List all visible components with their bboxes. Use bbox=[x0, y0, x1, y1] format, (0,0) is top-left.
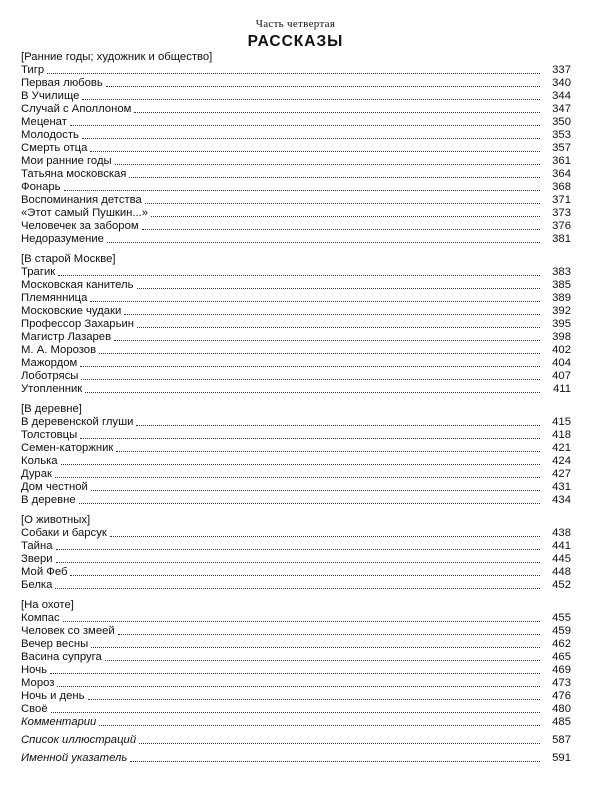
toc-entry-title: Трагик bbox=[21, 266, 56, 278]
toc-entry[interactable] bbox=[21, 77, 571, 90]
toc-entry[interactable] bbox=[21, 279, 571, 292]
toc-entry-page: 465 bbox=[552, 651, 571, 663]
toc-entry-page: 389 bbox=[552, 292, 571, 304]
toc-entry-title: Вечер весны bbox=[21, 638, 89, 650]
toc-entry-page: 353 bbox=[552, 129, 571, 141]
dot-leader bbox=[110, 533, 540, 537]
dot-leader bbox=[57, 683, 540, 687]
toc-entry-title: Мороз bbox=[21, 677, 55, 689]
dot-leader bbox=[137, 285, 540, 289]
toc-entry-page: 395 bbox=[552, 318, 571, 330]
dot-leader bbox=[55, 585, 540, 589]
toc-entry[interactable] bbox=[21, 566, 571, 579]
toc-entry-title: Комментарии bbox=[21, 716, 97, 728]
toc-entry-page: 404 bbox=[552, 357, 571, 369]
toc-entry-title: Именной указатель bbox=[21, 752, 128, 764]
toc-entry-page: 445 bbox=[552, 553, 571, 565]
dot-leader bbox=[55, 474, 540, 478]
toc-entry-title: Колька bbox=[21, 455, 58, 467]
dot-leader bbox=[88, 696, 540, 700]
toc-entry[interactable] bbox=[21, 90, 571, 103]
toc-entry-title: Профессор Захарьин bbox=[21, 318, 135, 330]
toc-entry-title: В деревне bbox=[21, 494, 76, 506]
dot-leader bbox=[63, 618, 540, 622]
toc-entry[interactable] bbox=[21, 429, 571, 442]
dot-leader bbox=[151, 213, 540, 217]
toc-entry[interactable] bbox=[21, 233, 571, 246]
dot-leader bbox=[91, 487, 540, 491]
toc-entry-page: 402 bbox=[552, 344, 571, 356]
toc-entry-page: 357 bbox=[552, 142, 571, 154]
toc-entry-title: Фонарь bbox=[21, 181, 61, 193]
toc-entry-title: Компас bbox=[21, 612, 60, 624]
toc-entry-title: Список иллюстраций bbox=[21, 734, 137, 746]
toc-entry[interactable] bbox=[21, 220, 571, 233]
toc-entry[interactable] bbox=[21, 677, 571, 690]
toc-entry-title: Тайна bbox=[21, 540, 53, 552]
toc-entry-page: 434 bbox=[552, 494, 571, 506]
dot-leader bbox=[130, 758, 540, 762]
dot-leader bbox=[136, 422, 540, 426]
group-spacer bbox=[21, 246, 571, 253]
toc-entry-title: Ночь bbox=[21, 664, 47, 676]
toc-entry[interactable] bbox=[21, 625, 571, 638]
toc-entry-title: Воспоминания детства bbox=[21, 194, 142, 206]
toc-entry[interactable] bbox=[21, 64, 571, 77]
toc-entry[interactable] bbox=[21, 357, 571, 370]
dot-leader bbox=[124, 311, 540, 315]
dot-leader bbox=[99, 350, 540, 354]
dot-leader bbox=[51, 709, 540, 713]
toc-entry-title: Толстовцы bbox=[21, 429, 78, 441]
toc-entry-page: 350 bbox=[552, 116, 571, 128]
dot-leader bbox=[106, 83, 540, 87]
toc-entry-title: Недоразумение bbox=[21, 233, 104, 245]
dot-leader bbox=[56, 559, 540, 563]
toc-entry-page: 476 bbox=[552, 690, 571, 702]
toc-backmatter-entry[interactable] bbox=[21, 716, 571, 729]
toc-entry[interactable] bbox=[21, 540, 571, 553]
toc-entry[interactable] bbox=[21, 305, 571, 318]
dot-leader bbox=[139, 740, 540, 744]
toc-entry[interactable] bbox=[21, 703, 571, 716]
toc-entry[interactable] bbox=[21, 116, 571, 129]
toc-entry[interactable] bbox=[21, 416, 571, 429]
toc-entry-page: 448 bbox=[552, 566, 571, 578]
dot-leader bbox=[115, 161, 540, 165]
toc-entry-page: 455 bbox=[552, 612, 571, 624]
toc-entry-page: 347 bbox=[552, 103, 571, 115]
toc-entry[interactable] bbox=[21, 442, 571, 455]
toc-entry-title: Смерть отца bbox=[21, 142, 88, 154]
toc-entry[interactable] bbox=[21, 266, 571, 279]
toc-entry-title: Тигр bbox=[21, 64, 45, 76]
toc-entry-page: 427 bbox=[552, 468, 571, 480]
toc-entry-page: 424 bbox=[552, 455, 571, 467]
dot-leader bbox=[70, 122, 540, 126]
dot-leader bbox=[105, 657, 540, 661]
toc-entry[interactable] bbox=[21, 638, 571, 651]
toc-entry-title: Первая любовь bbox=[21, 77, 103, 89]
toc-entry[interactable] bbox=[21, 579, 571, 592]
toc-group-title: [Ранние годы; художник и общество] bbox=[21, 51, 213, 63]
toc-entry-page: 407 bbox=[552, 370, 571, 382]
toc-entry-title: Собаки и барсук bbox=[21, 527, 107, 539]
toc-entry-page: 361 bbox=[552, 155, 571, 167]
toc-entry-page: 381 bbox=[552, 233, 571, 245]
toc-backmatter-entry[interactable] bbox=[21, 752, 571, 765]
dot-leader bbox=[56, 546, 540, 550]
toc-entry[interactable] bbox=[21, 129, 571, 142]
toc-entry[interactable] bbox=[21, 481, 571, 494]
table-of-contents bbox=[21, 51, 571, 765]
toc-entry-page: 337 bbox=[552, 64, 571, 76]
dot-leader bbox=[118, 631, 540, 635]
dot-leader bbox=[58, 272, 540, 276]
toc-entry[interactable] bbox=[21, 468, 571, 481]
toc-entry-page: 398 bbox=[552, 331, 571, 343]
group-spacer bbox=[21, 396, 571, 403]
toc-entry-page: 480 bbox=[552, 703, 571, 715]
toc-entry-page: 364 bbox=[552, 168, 571, 180]
dot-leader bbox=[82, 135, 540, 139]
dot-leader bbox=[64, 187, 540, 191]
toc-entry[interactable] bbox=[21, 664, 571, 677]
dot-leader bbox=[85, 389, 540, 393]
toc-entry-title: Молодость bbox=[21, 129, 79, 141]
dot-leader bbox=[61, 461, 540, 465]
toc-entry-title: Татьяна московская bbox=[21, 168, 127, 180]
part-title: Часть четвертая bbox=[255, 18, 336, 30]
dot-leader bbox=[50, 670, 540, 674]
toc-entry-page: 373 bbox=[552, 207, 571, 219]
toc-entry[interactable] bbox=[21, 168, 571, 181]
toc-entry-page: 368 bbox=[552, 181, 571, 193]
toc-entry-page: 452 bbox=[552, 579, 571, 591]
dot-leader bbox=[145, 200, 540, 204]
toc-entry[interactable] bbox=[21, 383, 571, 396]
dot-leader bbox=[80, 435, 540, 439]
toc-entry[interactable] bbox=[21, 331, 571, 344]
dot-leader bbox=[90, 298, 540, 302]
dot-leader bbox=[142, 226, 540, 230]
toc-entry-page: 418 bbox=[552, 429, 571, 441]
toc-entry-title: Меценат bbox=[21, 116, 67, 128]
toc-entry-title: Васина супруга bbox=[21, 651, 102, 663]
dot-leader bbox=[91, 644, 540, 648]
toc-entry-title: М. А. Морозов bbox=[21, 344, 97, 356]
toc-entry-page: 591 bbox=[552, 752, 571, 764]
toc-entry[interactable] bbox=[21, 612, 571, 625]
dot-leader bbox=[80, 363, 540, 367]
toc-entry-title: Человек со змеей bbox=[21, 625, 115, 637]
dot-leader bbox=[82, 96, 540, 100]
toc-entry[interactable] bbox=[21, 527, 571, 540]
toc-entry[interactable] bbox=[21, 494, 571, 507]
toc-entry-page: 431 bbox=[552, 481, 571, 493]
toc-entry[interactable] bbox=[21, 690, 571, 703]
toc-entry-page: 411 bbox=[552, 383, 571, 395]
toc-entry-page: 462 bbox=[552, 638, 571, 650]
toc-entry-page: 392 bbox=[552, 305, 571, 317]
dot-leader bbox=[47, 70, 540, 74]
toc-entry-title: Человечек за забором bbox=[21, 220, 139, 232]
toc-entry-title: Московская канитель bbox=[21, 279, 134, 291]
group-spacer bbox=[21, 507, 571, 514]
toc-entry-title: Случай с Аполлоном bbox=[21, 103, 132, 115]
dot-leader bbox=[81, 376, 540, 380]
toc-entry[interactable] bbox=[21, 142, 571, 155]
toc-entry-title: Дом честной bbox=[21, 481, 88, 493]
toc-entry-page: 438 bbox=[552, 527, 571, 539]
dot-leader bbox=[79, 500, 540, 504]
toc-entry-page: 485 bbox=[552, 716, 571, 728]
toc-entry-page: 371 bbox=[552, 194, 571, 206]
toc-entry-page: 587 bbox=[552, 734, 571, 746]
toc-entry-title: В деревенской глуши bbox=[21, 416, 134, 428]
toc-entry[interactable] bbox=[21, 553, 571, 566]
toc-entry[interactable] bbox=[21, 181, 571, 194]
toc-entry-page: 376 bbox=[552, 220, 571, 232]
toc-entry-title: Лоботрясы bbox=[21, 370, 79, 382]
group-spacer bbox=[21, 592, 571, 599]
toc-entry[interactable] bbox=[21, 103, 571, 116]
toc-entry-title: Семен-каторжник bbox=[21, 442, 114, 454]
toc-entry[interactable] bbox=[21, 194, 571, 207]
section-title: РАССКАЗЫ bbox=[247, 33, 344, 50]
toc-entry-page: 340 bbox=[552, 77, 571, 89]
dot-leader bbox=[70, 572, 540, 576]
toc-entry-title: Мои ранние годы bbox=[21, 155, 112, 167]
toc-entry-page: 473 bbox=[552, 677, 571, 689]
toc-entry-title: Звери bbox=[21, 553, 53, 565]
toc-entry-page: 441 bbox=[552, 540, 571, 552]
dot-leader bbox=[134, 109, 540, 113]
toc-entry[interactable] bbox=[21, 155, 571, 168]
toc-entry-page: 459 bbox=[552, 625, 571, 637]
dot-leader bbox=[114, 337, 540, 341]
toc-entry-title: Мой Феб bbox=[21, 566, 68, 578]
dot-leader bbox=[107, 239, 540, 243]
toc-entry-page: 385 bbox=[552, 279, 571, 291]
toc-entry-title: Московские чудаки bbox=[21, 305, 122, 317]
toc-group-title: [О животных] bbox=[21, 514, 91, 526]
toc-entry-page: 421 bbox=[552, 442, 571, 454]
toc-entry-title: Утопленник bbox=[21, 383, 83, 395]
toc-entry-page: 415 bbox=[552, 416, 571, 428]
toc-entry-title: Своё bbox=[21, 703, 48, 715]
toc-entry-title: «Этот самый Пушкин...» bbox=[21, 207, 149, 219]
toc-entry[interactable] bbox=[21, 455, 571, 468]
dot-leader bbox=[137, 324, 540, 328]
toc-entry-title: Мажордом bbox=[21, 357, 78, 369]
toc-entry-title: Племянница bbox=[21, 292, 88, 304]
toc-entry-title: В Училище bbox=[21, 90, 80, 102]
toc-entry[interactable] bbox=[21, 292, 571, 305]
toc-entry[interactable] bbox=[21, 651, 571, 664]
dot-leader bbox=[129, 174, 540, 178]
toc-entry-page: 469 bbox=[552, 664, 571, 676]
dot-leader bbox=[90, 148, 540, 152]
dot-leader bbox=[116, 448, 540, 452]
toc-entry-title: Магистр Лазарев bbox=[21, 331, 112, 343]
toc-entry-page: 344 bbox=[552, 90, 571, 102]
toc-entry[interactable] bbox=[21, 318, 571, 331]
toc-backmatter-entry[interactable] bbox=[21, 734, 571, 747]
toc-entry[interactable] bbox=[21, 207, 571, 220]
toc-entry[interactable] bbox=[21, 370, 571, 383]
toc-entry-title: Белка bbox=[21, 579, 53, 591]
toc-group-title: [В старой Москве] bbox=[21, 253, 116, 265]
toc-entry[interactable] bbox=[21, 344, 571, 357]
toc-entry-title: Дурак bbox=[21, 468, 52, 480]
toc-entry-page: 383 bbox=[552, 266, 571, 278]
toc-group-title: [В деревне] bbox=[21, 403, 82, 415]
toc-group-title: [На охоте] bbox=[21, 599, 74, 611]
toc-entry-title: Ночь и день bbox=[21, 690, 85, 702]
dot-leader bbox=[99, 722, 540, 726]
